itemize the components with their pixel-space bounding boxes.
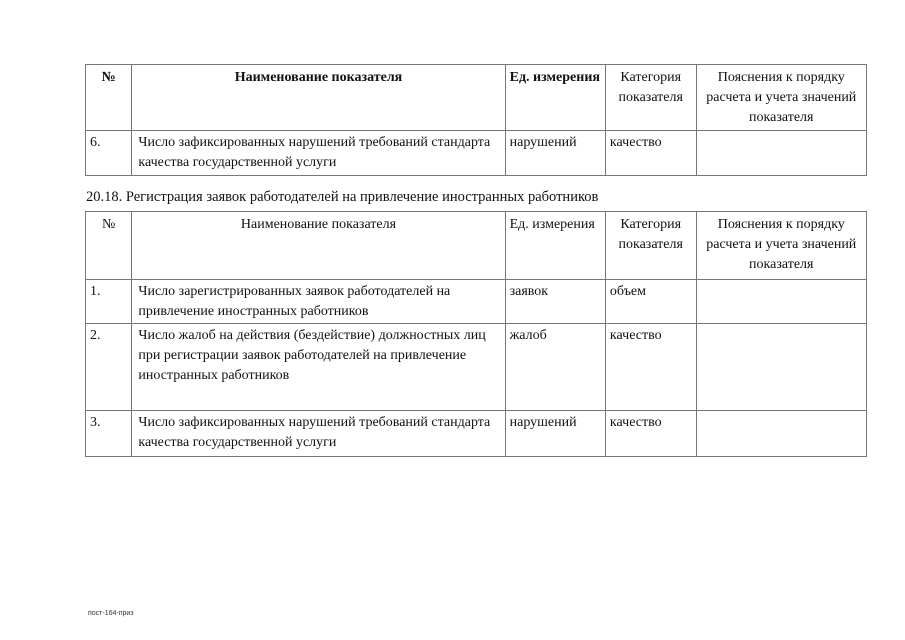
indicator-category: объем xyxy=(605,280,696,324)
column-header-indicator-name: Наименование показателя xyxy=(132,65,505,131)
column-header-category: Категория показателя xyxy=(605,65,696,131)
row-number: 2. xyxy=(86,324,132,411)
indicator-category: качество xyxy=(605,324,696,411)
column-header-number: № xyxy=(86,212,132,280)
column-header-number: № xyxy=(86,65,132,131)
column-header-category: Категория показателя xyxy=(605,212,696,280)
table-header-row xyxy=(86,212,867,280)
explanation-cell xyxy=(696,411,866,457)
indicator-name: Число зафиксированных нарушений требований стандарта качества государственной услуги xyxy=(132,411,505,457)
indicator-category: качество xyxy=(605,131,696,176)
indicator-name: Число зафиксированных нарушений требований стандарта качества государственной услуги xyxy=(132,131,505,176)
column-header-explanation: Пояснения к порядку расчета и учета значений показателя xyxy=(696,65,866,131)
table-row xyxy=(86,324,867,411)
table-row xyxy=(86,280,867,324)
row-number: 1. xyxy=(86,280,132,324)
unit-of-measure: заявок xyxy=(505,280,605,324)
unit-of-measure: жалоб xyxy=(505,324,605,411)
column-header-unit: Ед. измерения xyxy=(505,212,605,280)
indicator-name: Число жалоб на действия (бездействие) должностных лиц при регистрации заявок работодателей на привлечение иностранных работников xyxy=(132,324,505,411)
unit-of-measure: нарушений xyxy=(505,411,605,457)
row-number: 3. xyxy=(86,411,132,457)
explanation-cell xyxy=(696,324,866,411)
document-footer-note: пост-164-приз xyxy=(88,610,134,617)
indicator-category: качество xyxy=(605,411,696,457)
section-heading: 20.18. Регистрация заявок работодателей на привлечение иностранных работников xyxy=(86,189,599,205)
unit-of-measure: нарушений xyxy=(505,131,605,176)
table-header-row xyxy=(86,65,867,131)
row-number: 6. xyxy=(86,131,132,176)
column-header-indicator-name: Наименование показателя xyxy=(132,212,505,280)
indicator-table-employer-applications xyxy=(85,211,867,457)
indicator-table-continued xyxy=(85,64,867,176)
indicator-name: Число зарегистрированных заявок работодателей на привлечение иностранных работников xyxy=(132,280,505,324)
table-row xyxy=(86,411,867,457)
explanation-cell xyxy=(696,280,866,324)
table-row xyxy=(86,131,867,176)
column-header-unit: Ед. измерения xyxy=(505,65,605,131)
column-header-explanation: Пояснения к порядку расчета и учета значений показателя xyxy=(696,212,866,280)
explanation-cell xyxy=(696,131,866,176)
